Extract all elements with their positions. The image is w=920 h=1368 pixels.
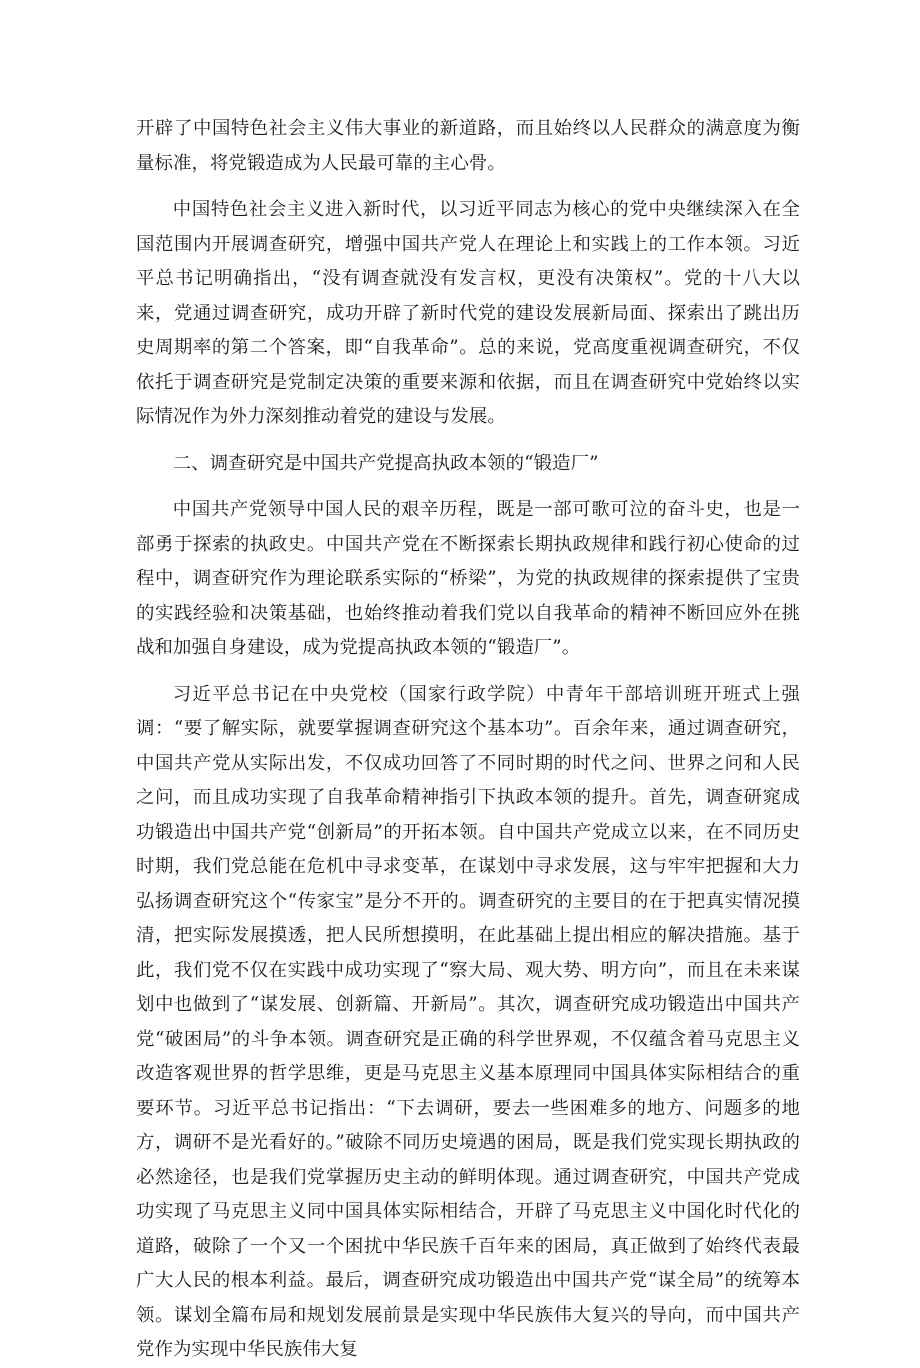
paragraph-new-era: 中国特色社会主义进入新时代，以习近平同志为核心的党中央继续深入在全国范围内开展调查研究，增强中国共产党人在理论上和实践上的工作本领。习近平总书记明确指出，“没有调查就没有发言权，更没有决策权”。党的十八大以来，党通过调查研究，成功开辟了新时代党的建设发展新局面、探索出了跳出历史周期率的第二个答案，即“自我革命”。总的来说，党高度重视调查研究，不仅依托于调查研究是党制定决策的重要来源和依据，而且在调查研究中党始终以实际情况作为外力深刻推动着党的建设与发展。 — [136, 199, 800, 427]
paragraph-continuation: 开辟了中国特色社会主义伟大事业的新道路，而且始终以人民群众的满意度为衡量标准，将党锻造成为人民最可靠的主心骨。 — [136, 118, 800, 174]
section-heading: 二、调查研究是中国共产党提高执政本领的“锻造厂” — [172, 452, 599, 474]
paragraph-xi-speech: 习近平总书记在中央党校（国家行政学院）中青年干部培训班开班式上强调：“要了解实际，就要掌握调查研究这个基本功”。百余年来，通过调查研究，中国共产党从实际出发，不仅成功回答了不同时期的时代之问、世界之问和人民之问，而且成功实现了自我革命精神指引下执政本领的提升。首先，调查研窕成功锻造出中国共产党“创新局”的开拓本领。自中国共产党成立以来，在不同历史时期，我们党总能在危机中寻求变革，在谋划中寻求发展，这与牢牢把握和大力弘扬调查研究这个“传家宝”是分不开的。调查研究的主要目的在于把真实情况摸清，把实际发展摸透，把人民所想摸明，在此基础上提出相应的解决措施。基于此，我们党不仅在实践中成功实现了“察大局、观大势、明方向”，而且在未来谋划中也做到了“谋发展、创新篇、开新局”。其次，调查研究成功锻造出中国共产党“破困局”的斗争本领。调查研究是正确的科学世界观，不仅蕴含着马克思主义改造客观世界的哲学思维，更是马克思主义基本原理同中国具体实际相结合的重要环节。习近平总书记指出：“下去调研，要去一些困难多的地方、问题多的地方，调研不是光看好的。”破除不同历史境遇的困局，既是我们党实现长期执政的必然途径，也是我们党掌握历史主动的鲜明体现。通过调查研究，中国共产党成功实现了马克思主义同中国具体实际相结合，开辟了马克思主义中国化时代化的道路，破除了一个又一个困扰中华民族千百年来的困局，真正做到了始终代表最广大人民的根本利益。最后，调查研究成功锻造出中国共产党“谋全局”的统筹本领。谋划全篇布局和规划发展前景是实现中华民族伟大复兴的导向，而中国共产党作为实现中华民族伟大复 — [136, 683, 800, 1360]
paragraph-governance-history: 中国共产党领导中国人民的艰辛历程，既是一部可歌可泣的奋斗史，也是一部勇于探索的执政史。中国共产党在不断探索长期执政规律和践行初心使命的过程中，调查研究作为理论联系实际的“桥梁”，为党的执政规律的探索提供了宝贵的实践经验和决策基础，也始终推动着我们党以自我革命的精神不断回应外在挑战和加强自身建设，成为党提高执政本领的“锻造厂”。 — [136, 499, 800, 658]
document-body — [136, 112, 800, 1368]
